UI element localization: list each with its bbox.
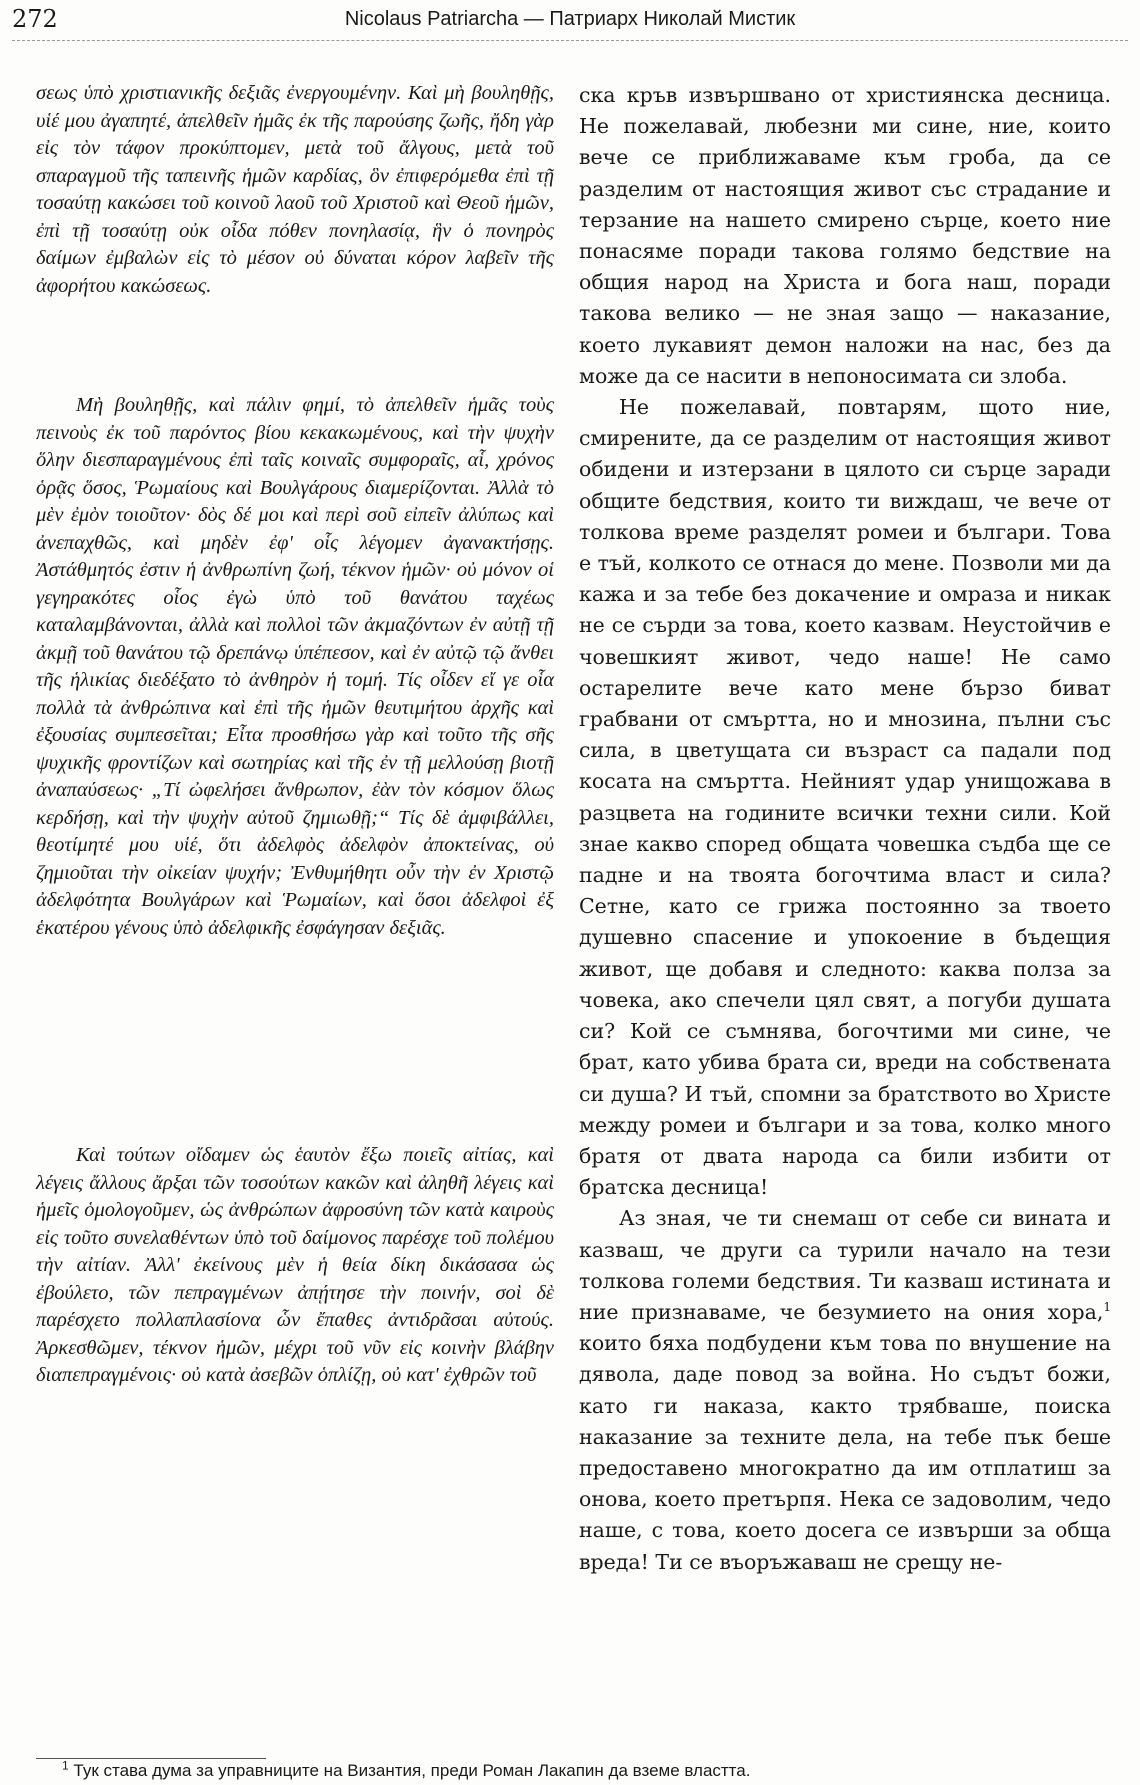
bulgarian-paragraph: Не пожелавай, повтарям, щото ние, смирените, да се разделим от настоящия живот обидени и изтерзани в цялото си сърце заради общите бедствия, които ти виждаш, че вече от толкова време разделят ромеи и българи. Това е тъй, колкото се отнася до мене. Позволи ми да кажа и за тебе без докачение и омраза и никак не се сърди за това, което казвам. Неустойчив е човешкият живот, чедо наше! Не само остарелите вече като мене бързо биват грабвани от смъртта, но и мнозина, пълни със сила, в цветущата си възраст са падали под косата на смъртта. Нейният удар унищожава в разцвета на годините всички техни сили. Кой знае какво според общата човешка съдба ще се падне и на твоята богочтима власт и сила? Сетне, като се грижа постоянно за твоето душевно спасение и упокоение в бъдещия живот, ще добавя и следното: каква полза за човека, ако спечели цял свят, а погуби душата си? Кой се съмнява, богочтими ми сине, че брат, като убива брата си, вреди на собствената си душа? И тъй, спомни за братството во Христе между ромеи и българи и за това, колко много братя от двата народа са били избити от братска десница! bbox=[579, 395, 1111, 1200]
running-header bbox=[12, 2, 1128, 41]
footnote-text: Тук става дума за управниците на Византия, преди Роман Лакапин да вземе властта. bbox=[73, 1761, 751, 1780]
running-title: Nicolaus Patriarcha — Патриарх Николай Мистик bbox=[344, 8, 796, 30]
bulgarian-column bbox=[579, 80, 1111, 1578]
greek-column bbox=[36, 80, 554, 1390]
paragraph-text: които бяха подбудени към това по внушение на дявола, даде повод за война. Но съдът божи, като ги наказа, както трябваше, поиска наказание за техните дела, на тебе пък беше предоставено многократно да им отплатиш за онова, което претърпя. Нека се задоволим, чедо наше, с това, което досега се извърши за обща вреда! Ти се въоръжаваш не срещу не- bbox=[579, 1331, 1111, 1574]
page-number: 272 bbox=[12, 5, 58, 33]
footnote-marker: 1 bbox=[62, 1758, 69, 1773]
footnote bbox=[62, 1760, 750, 1782]
bulgarian-paragraph bbox=[579, 1203, 1111, 1577]
footnote-separator bbox=[36, 1758, 266, 1759]
greek-paragraph: Καὶ τούτων οἴδαμεν ὡς ἑαυτὸν ἔξω ποιεῖς αἰτίας, καὶ λέγεις ἄλλους ἄρξαι τῶν τοσούτων κακῶν καὶ ἀληθῆ λέγεις καὶ ἡμεῖς ὁμολογοῦμεν, ὡς ἀνθρώπων ἀφροσύνη τῶν κατὰ καιροὺς εἰς τοῦτο συνελαθέντων ὑπὸ τοῦ δαίμονος παρέσχε τοῦ πολέμου τὴν αἰτίαν. Ἀλλ' ἐκείνους μὲν ἡ θεία δίκη δικάσασα ὡς ἐβούλετο, τῶν πεπραγμένων ἀπῄτησε τὴν ποινήν, σοὶ δὲ παρέσχετο πολλαπλασίονα ὧν ἔπαθες ἀντιδρᾶσαι αὐτούς. Ἀρκεσθῶμεν, τέκνον ἡμῶν, μέχρι τοῦ νῦν εἰς κοινὴν βλάβην διαπεπραγμένοις· οὐ κατὰ ἀσεβῶν ὁπλίζῃ, οὐ κατ' ἐχθρῶν τοῦ bbox=[36, 1144, 554, 1386]
greek-paragraph: σεως ὑπὸ χριστιανικῆς δεξιᾶς ἐνεργουμένην. Καὶ μὴ βουληθῇς, υἱέ μου ἀγαπητέ, ἀπελθεῖν ἡμᾶς ἐκ τῆς παρούσης ζωῆς, ἤδη γὰρ εἰς τὸν τάφον προκύπτομεν, μετὰ τοῦ ἄλγους, μετὰ τοῦ σπαραγμοῦ τῆς ταπεινῆς ἡμῶν καρδίας, ὃν ἐπιφερόμεθα ἐπὶ τῇ τοσαύτῃ κακώσει τοῦ κοινοῦ λαοῦ τοῦ Χριστοῦ καὶ Θεοῦ ἡμῶν, ἐπὶ τῇ τοσαύτῃ οὐκ οἶδα πόθεν πονηλασίᾳ, ἣν ὁ πονηρὸς δαίμων ἐμβαλὼν εἰς τὸ μέσον οὐ δύναται κόρον λαβεῖν τῆς ἀφορήτου κακώσεως. bbox=[36, 82, 554, 297]
greek-paragraph: Μὴ βουληθῇς, καὶ πάλιν φημί, τὸ ἀπελθεῖν ἡμᾶς τοὺς πεινοὺς ἐκ τοῦ παρόντος βίου κεκακωμένους, καὶ τὴν ψυχὴν ὅλην διεσπαραγμένους ἐπὶ ταῖς κοιναῖς συμφοραῖς, αἷ, χρόνος ὁρᾷς ὅσος, Ῥωμαίους καὶ Βουλγάρους διαμερίζονται. Ἀλλὰ τὸ μὲν ἐμὸν τοιοῦτον· δὸς δέ μοι καὶ περὶ σοῦ εἰπεῖν ἀλύπως καὶ ἀνεπαχθῶς, καὶ μηδὲν ἐφ' οἷς λέγομεν ἀγανακτήσῃς. Ἀστάθμητός ἐστιν ἡ ἀνθρωπίνη ζωή, τέκνον ἡμῶν· οὐ μόνον οἱ γεγηρακότες οἷος ἐγὼ ὑπὸ τοῦ θανάτου ταχέως καταλαμβάνονται, ἀλλὰ καὶ πολλοὶ τῶν ἀκμαζόντων ἐν αὐτῇ τῇ ἀκμῇ τοῦ θανάτου τῷ δρεπάνῳ ὑπέπεσον, καὶ ἐν αὐτῷ τῷ ἄνθει τῆς ἡλικίας διεδέξατο τὸ ἀνθηρὸν ἡ τομή. Τίς οἶδεν εἴ γε οἷα πολλὰ τὰ ἀνθρώπινα καὶ ἐπὶ τῆς ἡμῶν θευτιμήτου ἀρχῆς καὶ ἐξουσίας συμπεσεῖται; Εἶτα προσθήσω γὰρ καὶ τοῦτο τῆς σῆς ψυχικῆς φροντίζων καὶ σωτηρίας καὶ τῆς ἐν τῇ μελλούσῃ βιοτῇ ἀναπαύσεως· „Τί ὠφελήσει ἄνθρωπον, ἐὰν τὸν κόσμον ὅλως κερδήσῃ, καὶ τὴν ψυχὴν αὐτοῦ ζημιωθῇ;“ Τίς δὲ ἀμφιβάλλει, θεοτίμητέ μου υἱέ, ὅτι ἀδελφὸς ἀδελφὸν ἀποκτείνας, οὐ ζημιοῦται τὴν οἰκείαν ψυχήν; Ἐνθυμήθητι οὖν τὴν ἐν Χριστῷ ἀδελφότητα Βουλγάρων καὶ Ῥωμαίων, καὶ ὅσοι ἀδελφοὶ ἐξ ἑκατέρου γένους ὑπὸ ἀδελφικῆς ἐσφάγησαν δεξιᾶς. bbox=[36, 394, 554, 939]
paragraph-text: Аз зная, че ти снемаш от себе си вината и казваш, че други са турили начало на тези толкова големи бедствия. Ти казваш истината и ние признаваме, че безумието на ония хора, bbox=[579, 1206, 1111, 1324]
footnote-reference[interactable]: 1 bbox=[1103, 1300, 1111, 1315]
bulgarian-paragraph: ска кръв извършвано от християнска десница. Не пожелавай, любезни ми сине, ние, които вече се приближаваме към гроба, да се разделим от настоящия живот със страдание и терзание на нашето смирено сърце, което ние понасяме поради такова голямо бедствие на общия народ на Христа и бога наш, поради такова велико — не зная защо — наказание, което лукавият демон наложи на нас, без да може да се насити в непоносимата си злоба. bbox=[579, 83, 1111, 388]
